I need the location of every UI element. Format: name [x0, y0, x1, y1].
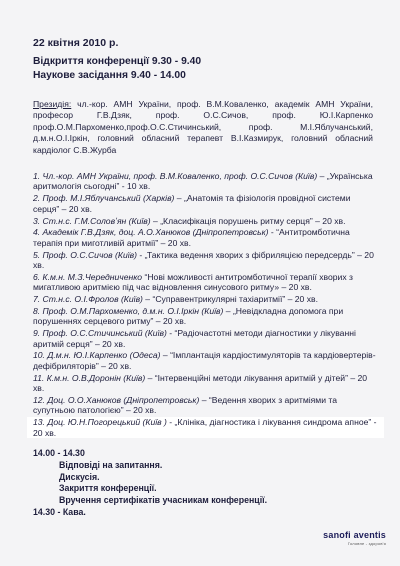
sponsor-logo — [323, 530, 386, 546]
schedule-line: Відповіді на запитання. — [59, 459, 163, 470]
program-item — [33, 171, 378, 192]
program-speaker: 12. Доц. О.О.Ханюков (Дніпропетровськ) — [33, 394, 200, 405]
program-title: – „Невідкладна допомога при порушеннях серцевого ритму” – 20 хв. — [33, 305, 344, 327]
program-title: - “Радіочастотні методи діагностики у лікуванні аритмій серця” – 20 хв. — [33, 328, 356, 349]
program-item — [27, 417, 384, 438]
program-item — [33, 306, 378, 327]
conference-date: 22 квітня 2010 р. — [33, 37, 119, 49]
presidium-text: чл.-кор. АМН України, проф. В.М.Коваленко, академік АМН України, професор Г.В.Дзяк, проф. О.С.Сичов, проф. Ю.І.Карпенко проф.О.М.Пархоменко,проф.О.С.Стичинський, проф. М.І.Яблучанський, д.м.н.О.І.Іркін, головний обласний терапевт В.І.Казмирук, головний обласний кардіолог С.В.Журба — [33, 99, 373, 155]
program-item — [33, 328, 378, 349]
program-speaker: 8. Проф. О.М.Пархоменко, д.м.н. О.І.Іркін (Київ) — [33, 305, 224, 316]
program-title: – “Імплантація кардіостимуляторів та кардіовертерів-дефібриляторів” – 20 хв. — [33, 350, 376, 371]
program-item — [33, 216, 378, 226]
program-speaker: 7. Ст.н.с. О.І.Фролов (Київ) — [33, 294, 143, 305]
program-speaker: 9. Проф. О.С.Стичинський (Київ) — [33, 328, 167, 339]
program-title: - “Антитромботична терапія при миготливій аритмії” – 20 хв. — [33, 227, 350, 248]
program-speaker: 13. Доц. Ю.Н.Погорецький (Київ ) — [33, 417, 167, 428]
program-title: – „Українська аритмологія сьогодні” - 10 хв. — [33, 171, 373, 192]
schedule-line: Дискусія. — [59, 471, 100, 482]
program-title: “Нові можливості антитромботичної терапії хворих з мигатливою аритмією під час відновлення синусового ритму» – 20 хв. — [33, 271, 353, 293]
program-speaker: 10. Д.м.н. Ю.І.Карпенко (Одеса) — [33, 350, 161, 361]
presidium-label: Президія: — [33, 99, 72, 109]
program-title: – „Класифікація порушень ритму серця” – 20 хв. — [150, 215, 346, 226]
program-speaker: 1. Чл.-кор. АМН України, проф. В.М.Коваленко, проф. О.С.Сичов (Київ) — [33, 171, 318, 181]
logo-name: sanofi aventis — [323, 530, 386, 540]
program-title: - „Тактика ведення хворих з фібриляцією передсердь” – 20 хв. — [33, 249, 374, 270]
schedule-line: Закриття конференції. — [59, 483, 157, 494]
program-speaker: 6. К.м.н. М.З.Чередниченко — [33, 271, 143, 282]
program-title: - „Клініка, діагностика і лікування синдрома апное” - 20 хв. — [33, 417, 377, 438]
program-item — [33, 193, 378, 214]
opening-line: Відкриття конференції 9.30 - 9.40 — [33, 56, 202, 67]
schedule-line: 14.00 - 14.30 — [33, 448, 85, 458]
program-list — [33, 171, 378, 439]
program-title: – „Анатомія та фізіологія провідної системи серця” – 20 хв. — [33, 193, 351, 214]
logo-tagline: Головне - здоров'я — [347, 541, 386, 546]
program-item — [33, 250, 378, 271]
program-speaker: 5. Проф. О.С.Сичов (Київ) — [33, 249, 138, 260]
program-title: – “Інтервенційні методи лікування аритмій у дітей” – 20 хв. — [33, 372, 368, 394]
session-line: Наукове засідання 9.40 - 14.00 — [33, 70, 186, 81]
program-item — [33, 350, 378, 371]
presidium-block — [33, 99, 373, 156]
program-item — [33, 227, 378, 248]
program-speaker: 3. Ст.н.с. Г.М.Соловʼян (Київ) — [33, 215, 151, 226]
closing-schedule — [33, 448, 267, 519]
program-item — [33, 373, 378, 394]
schedule-line: 14.30 - Кава. — [33, 506, 86, 517]
program-title: – “Ведення хворих з аритміями та супутньою патологією” – 20 хв. — [33, 394, 338, 416]
program-title: – “Суправентрикулярні тахіаритмії” – 20 хв. — [142, 294, 318, 305]
schedule-line: Вручення сертифікатів учасникам конференції. — [59, 495, 268, 506]
program-item — [33, 395, 378, 416]
program-speaker: 4. Академік Г.В.Дзяк, доц. А.О.Ханюков (Дніпропетровськ) — [33, 227, 269, 238]
program-item — [33, 294, 378, 304]
program-speaker: 2. Проф. М.І.Яблучанський (Харків) — [33, 193, 175, 204]
program-item — [33, 272, 378, 293]
program-speaker: 11. К.м.н. О.В.Доронін (Київ) — [33, 372, 146, 383]
opening-times — [33, 55, 201, 83]
